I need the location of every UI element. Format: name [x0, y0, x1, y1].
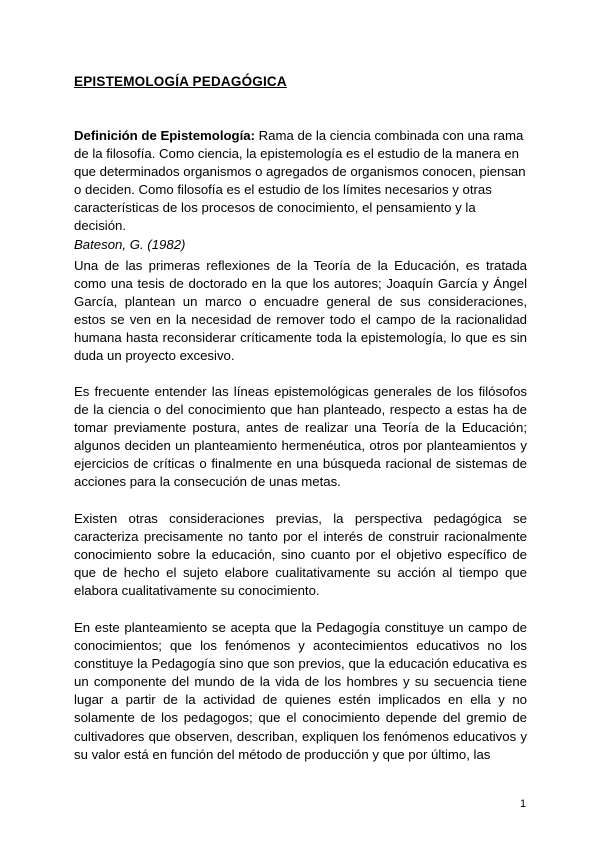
definition-text: Rama de la ciencia combinada con una rama de la filosofía. Como ciencia, la epistemología es el estudio de la manera en que determinados organismos o agregados de organismos conocen, piensan o deciden. Como filosofía es el estudio de los límites necesarios y otras características de los procesos de conocimiento, el pensamiento y la decisión. [74, 128, 526, 234]
definition-term: Definición de Epistemología: [74, 128, 255, 143]
page-number: 1 [520, 798, 527, 810]
body-paragraph-2 [74, 383, 527, 492]
document-title: EPISTEMOLOGÍA PEDAGÓGICA [74, 74, 287, 89]
definition-paragraph [74, 127, 527, 254]
definition-citation: Bateson, G. (1982) [74, 236, 186, 252]
body-paragraph-3 [74, 510, 527, 600]
body-paragraph-2-text: Es frecuente entender las líneas epistemológicas generales de los filósofos de la ciencia o del conocimiento que han planteado, respecto a estas ha de tomar previamente postura, antes de realizar una Teoría de la Educación; algunos deciden un planteamiento hermenéutica, otros por planteamientos y ejercicios de críticas o finalmente en una búsqueda racional de sistemas de acciones para la consecución de unas metas. [74, 384, 527, 490]
body-paragraph-3-text: Existen otras consideraciones previas, la perspectiva pedagógica se caracteriza precisamente no tanto por el interés de construir racionalmente conocimiento sobre la educación, sino cuanto por el objetivo específico de que de hecho el sujeto elabore cualitativamente su acción al tiempo que elabora cualitativamente su conocimiento. [74, 511, 527, 599]
body-paragraph-4-text: En este planteamiento se acepta que la Pedagogía constituye un campo de conocimientos; que los fenómenos y acontecimientos educativos no los constituye la Pedagogía sino que son previos, que la educación educativa es un componente del mundo de la vida de los hombres y su secuencia tiene lugar a partir de la actividad de quienes estén implicados en ella y no solamente de los pedagogos; que el conocimiento depende del gremio de cultivadores que observen, describan, expliquen los fenómenos educativos y su valor está en función del método de producción y que por último, las [74, 620, 527, 762]
body-paragraph-1 [74, 257, 527, 366]
body-paragraph-4 [74, 619, 527, 764]
body-paragraph-1-text: Una de las primeras reflexiones de la Teoría de la Educación, es tratada como una tesis de doctorado en la que los autores; Joaquín García y Ángel García, plantean un marco o encuadre general de sus consideraciones, estos se ven en la necesidad de remover todo el campo de la racionalidad humana hasta reconsiderar críticamente toda la epistemología, lo que es sin duda un proyecto excesivo. [74, 258, 527, 364]
